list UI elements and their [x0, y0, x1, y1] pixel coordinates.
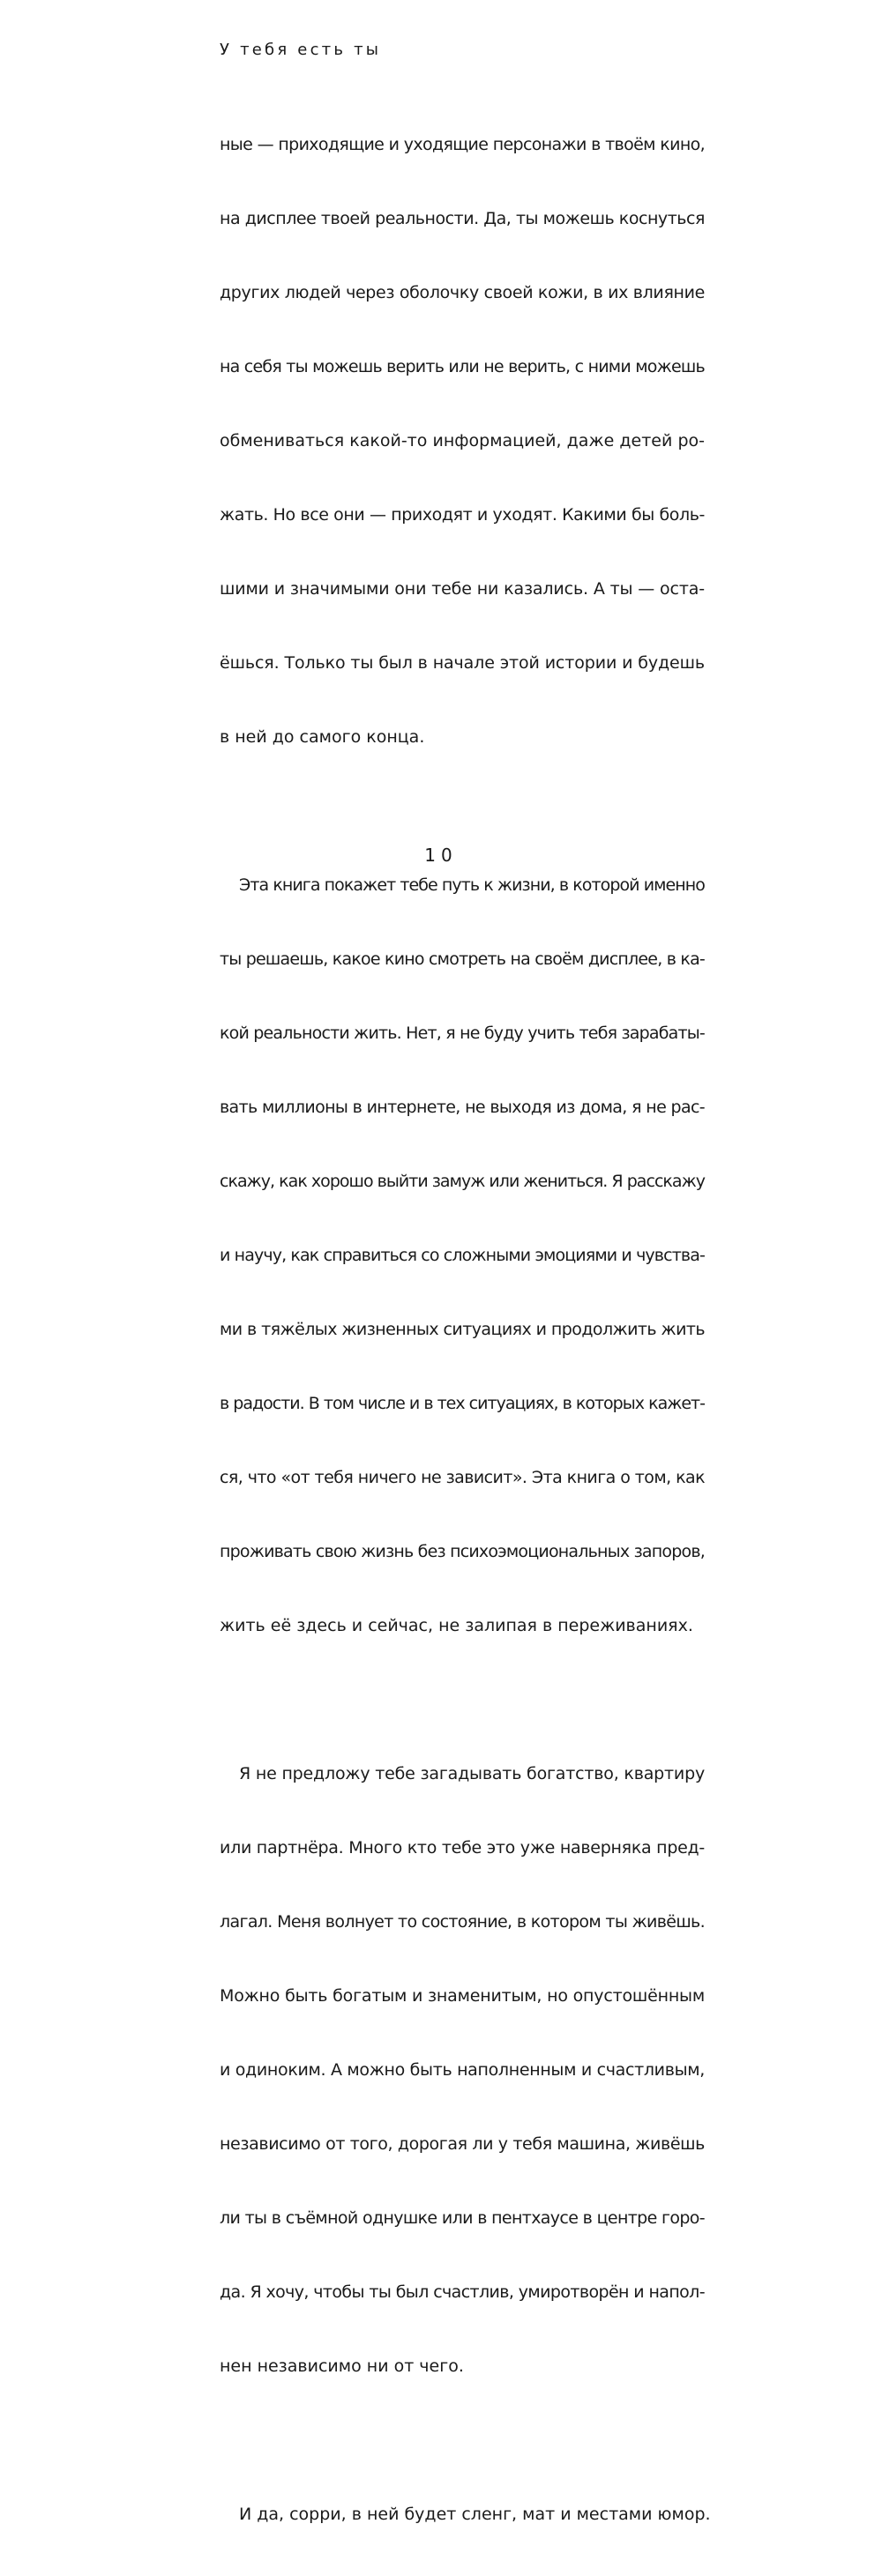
body-text — [220, 83, 711, 2576]
text-line: Эта книга покажет тебе путь к жизни, в которой именно — [239, 875, 705, 895]
text-line: независимо от того, дорогая ли у тебя машина, живёшь — [220, 2134, 705, 2154]
text-line: Можно быть богатым и знаменитым, но опустошённым — [220, 1986, 705, 2006]
text-line: лагал. Меня волнует то состояние, в котором ты живёшь. — [220, 1912, 705, 1932]
text-line: ты решаешь, какое кино смотреть на своём дисплее, в ка- — [220, 949, 705, 969]
text-line: других людей через оболочку своей кожи, в их влияние — [220, 283, 706, 302]
text-line: шими и значимыми они тебе ни казались. А ты — оста- — [220, 579, 705, 599]
text-line: ёшься. Только ты был в начале этой истории и будешь — [220, 653, 705, 673]
text-line: в радости. В том числе и в тех ситуациях, в которых кажет- — [220, 1394, 705, 1413]
text-line: и одиноким. А можно быть наполненным и счастливым, — [220, 2060, 705, 2080]
paragraph — [220, 83, 705, 799]
text-line: да. Я хочу, чтобы ты был счастлив, умиротворён и напол- — [220, 2282, 705, 2302]
text-line: на себя ты можешь верить или не верить, с ними можешь — [220, 357, 705, 376]
paragraph — [220, 823, 705, 1687]
text-line: в ней до самого конца. — [220, 727, 425, 747]
text-line: на дисплее твоей реальности. Да, ты можешь коснуться — [220, 209, 705, 228]
text-line: скажу, как хорошо выйти замуж или жениться. Я расскажу — [220, 1172, 705, 1191]
text-line: Я не предложу тебе загадывать богатство, квартиру — [239, 1764, 705, 1783]
paragraph — [220, 1712, 705, 2428]
text-line: ные — приходящие и уходящие персонажи в твоём кино, — [220, 135, 705, 154]
text-line: нен независимо ни от чего. — [220, 2356, 464, 2376]
paragraph — [220, 2453, 711, 2576]
text-line: ли ты в съёмной однушке или в пентхаусе в центре горо- — [220, 2208, 705, 2228]
text-line: ся, что «от тебя ничего не зависит». Эта книга о том, как — [220, 1468, 705, 1487]
text-line: и научу, как справиться со сложными эмоциями и чувства- — [220, 1246, 705, 1265]
text-line: ми в тяжёлых жизненных ситуациях и продолжить жить — [220, 1320, 705, 1339]
page-number: 10 — [424, 845, 458, 866]
text-line: жить её здесь и сейчас, не залипая в переживаниях. — [220, 1616, 693, 1635]
text-line: проживать свою жизнь без психоэмоциональных запоров, — [220, 1542, 705, 1561]
text-line: обмениваться какой-то информацией, даже детей ро- — [220, 431, 705, 450]
text-line: вать миллионы в интернете, не выходя из дома, я не рас- — [220, 1098, 705, 1117]
text-line: кой реальности жить. Нет, я не буду учить тебя зарабаты- — [220, 1024, 705, 1043]
running-head: У тебя есть ты — [220, 41, 382, 59]
text-line: жать. Но все они — приходят и уходят. Какими бы боль- — [220, 505, 705, 525]
text-line: И да, сорри, в ней будет сленг, мат и местами юмор. — [239, 2505, 711, 2524]
text-line: или партнёра. Много кто тебе это уже наверняка пред- — [220, 1838, 705, 1858]
